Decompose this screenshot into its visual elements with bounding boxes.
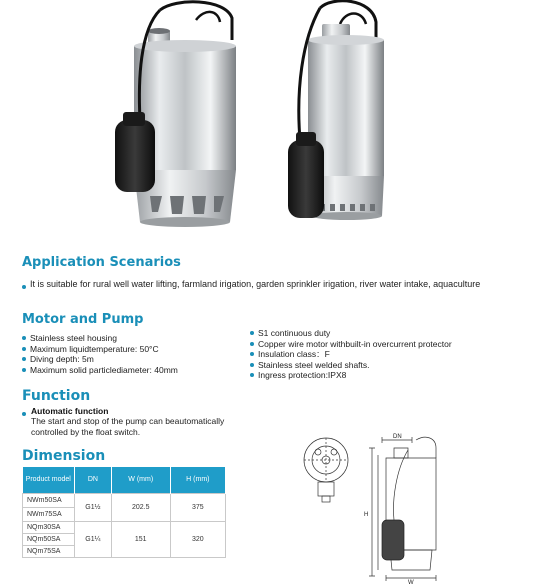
table-row: NQm50SA [23,533,226,545]
application-text-block [22,279,512,290]
function-subtitle: Automatic function [31,406,109,416]
bullet-icon [250,352,254,356]
bullet-icon [22,336,26,340]
list-item: Stainless steel welded shafts. [250,360,520,371]
list-item: Maximum solid particlediameter: 40mm [22,365,242,376]
bullet-icon [22,285,26,289]
bullet-icon [250,373,254,377]
table-row: NQm30SA G1¼ 151 320 [23,521,226,533]
header-h: H (mm) [170,467,225,493]
motor-list-left [22,333,242,375]
dimension-table [22,467,226,558]
list-item: Stainless steel housing [22,333,242,344]
function-heading: Function [22,388,91,404]
table-header-row [23,467,226,493]
list-item: Copper wire motor withbuilt-in overcurrent protector [250,339,520,350]
motor-heading: Motor and Pump [22,312,144,327]
list-item: Diving depth: 5m [22,354,242,365]
header-w: W (mm) [111,467,170,493]
dimension-heading: Dimension [22,448,106,464]
pump-photo-right [288,1,384,220]
drawing-label-dn: DN [393,434,402,440]
list-item: S1 continuous duty [250,328,520,339]
bullet-icon [250,342,254,346]
header-product-model: Product model [23,467,75,493]
bullet-icon [22,357,26,361]
motor-list-right [250,328,520,381]
list-item: Insulation class：F [250,349,520,360]
drawing-label-w: W [408,580,414,585]
bullet-icon [22,368,26,372]
function-text: The start and stop of the pump can beautomatically controlled by the float switch. [31,416,225,437]
bullet-icon [250,331,254,335]
table-row: NWm75SA [23,507,226,521]
header-dn: DN [75,467,112,493]
bullet-icon [250,363,254,367]
table-row: NQm75SA [23,545,226,557]
application-heading: Application Scenarios [22,255,181,270]
application-text: It is suitable for rural well water lifting, farmland irigation, garden sprinkler irigation, river water intake, aquaculture [30,279,481,289]
table-row: NWm50SA G1½ 202.5 375 [23,493,226,507]
product-image [0,0,534,240]
list-item: Ingress protection:IPX8 [250,370,520,381]
bullet-icon [22,347,26,351]
list-item: Maximum liquidtemperature: 50°C [22,344,242,355]
bullet-icon [22,412,26,416]
pump-photo-left [115,2,236,227]
dimension-drawing [296,430,534,585]
drawing-label-h: H [364,512,369,518]
